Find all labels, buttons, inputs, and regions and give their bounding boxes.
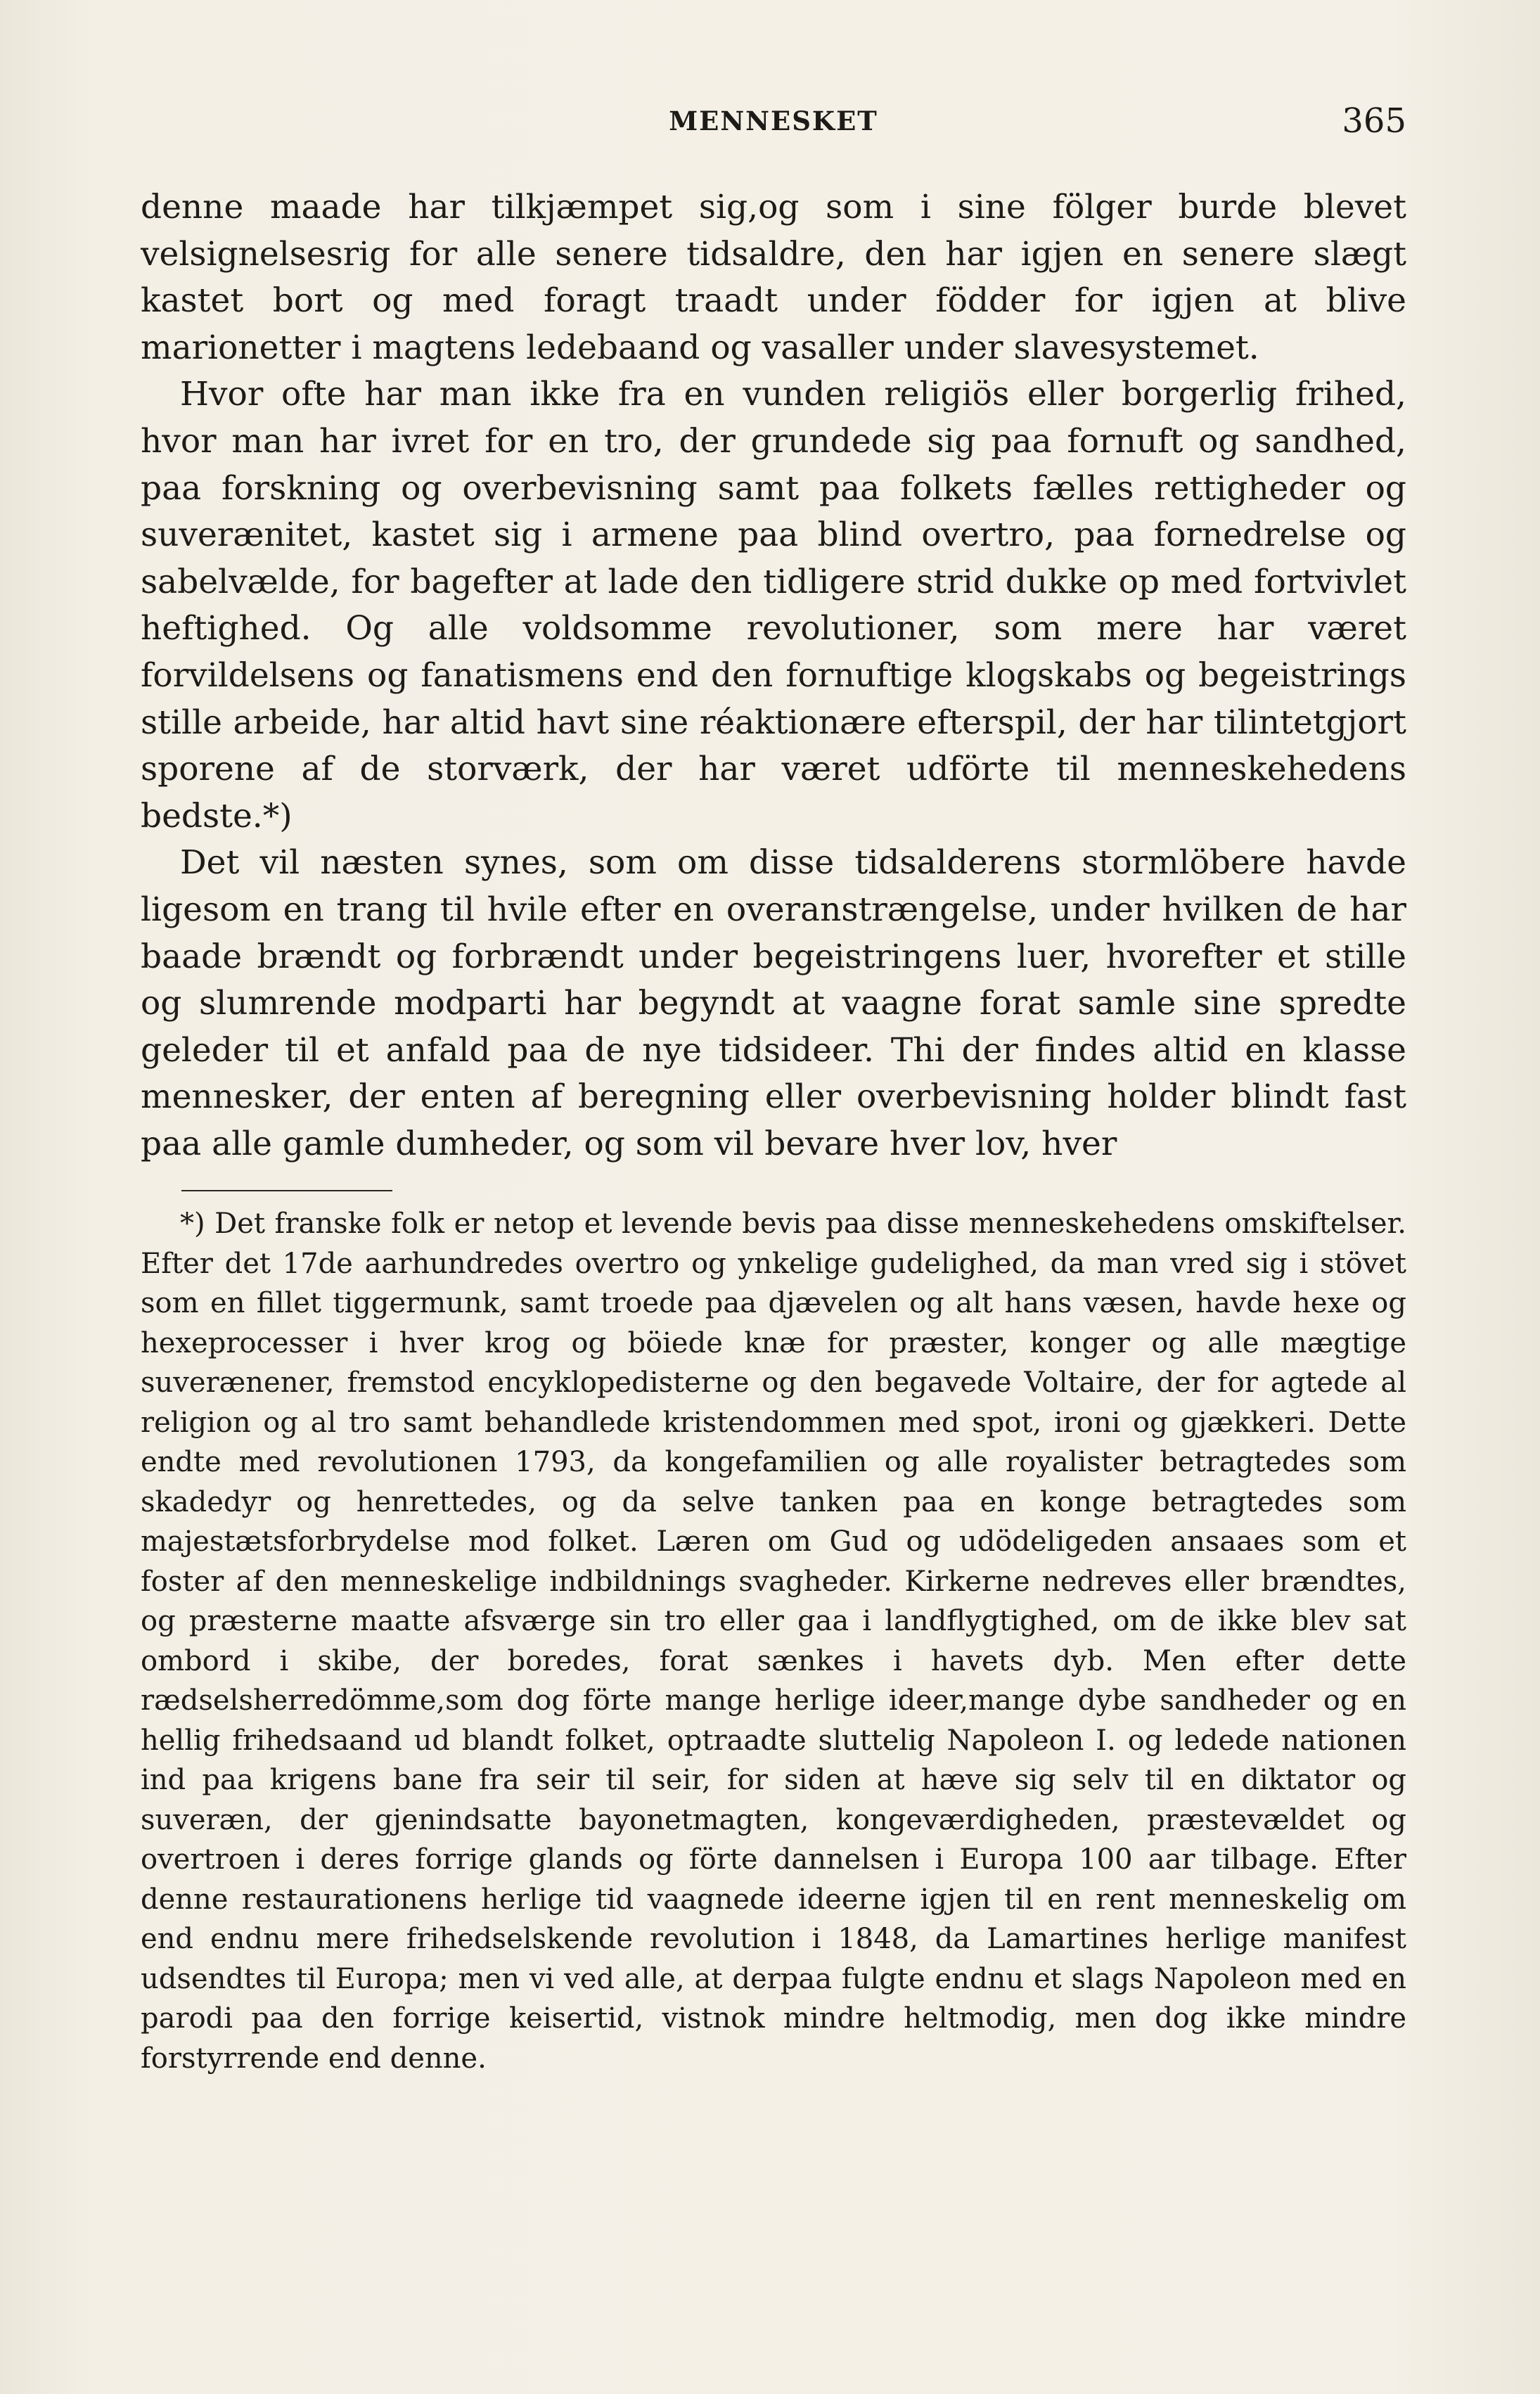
footnote-text: *) Det franske folk er netop et levende bevis paa disse menneskehedens omskiftelser. Efter det 17de aarhundredes overtro og ynkelige gudelighed, da man vred sig i stövet som en fillet tiggermunk, samt troede paa djævelen og alt hans væsen, havde hexe og hexeprocesser i hver krog og böiede knæ for præster, konger og alle mægtige suverænener, fremstod encyklopedisterne og den begavede Voltaire, der for agtede al religion og al tro samt behandlede kristendommen med spot, ironi og gjækkeri. Dette endte med revolutionen 1793, da kongefamilien og alle royalister betragtedes som skadedyr og henrettedes, og da selve tanken paa en konge betragtedes som majestætsforbrydelse mod folket. Læren om Gud og udödeligeden ansaaes som et foster af den menneskelige indbildnings svagheder. Kirkerne nedreves eller brændtes, og præsterne maatte afsværge sin tro eller gaa i landflygtighed, om de ikke blev sat ombord i skibe, der boredes, forat sænkes i havets dyb. Men efter dette rædselsherredömme,som dog förte mange herlige ideer,mange dybe sandheder og en hellig frihedsaand ud blandt folket, optraadte sluttelig Napoleon I. og ledede nationen ind paa krigens bane fra seir til seir, for siden at hæve sig selv til en diktator og suveræn, der gjenindsatte bayonetmagten, kongeværdigheden, præstevældet og overtroen i deres forrige glands og förte dannelsen i Europa 100 aar tilbage. Efter denne restaurationens herlige tid vaagnede ideerne igjen til en rent menneskelig om end endnu mere frihedselskende revolution i 1848, da Lamartines herlige manifest udsendtes til Europa; men vi ved alle, at derpaa fulgte endnu et slags Napoleon med en parodi paa den forrige keisertid, vistnok mindre heltmodig, men dog ikke mindre forstyrrende end denne. [141,1208,1406,2075]
page-header [141,101,1406,148]
paragraph: denne maade har tilkjæmpet sig,og som i sine fölger burde blevet velsignelsesrig for alle senere tidsaldre, den har igjen en senere slægt kastet bort og med foragt traadt under födder for igjen at blive marionetter i magtens ledebaand og vasaller under slavesystemet. [141,188,1406,367]
footnote [141,1204,1406,2078]
main-text [141,184,1406,1167]
paragraph: Hvor ofte har man ikke fra en vunden religiös eller borgerlig frihed, hvor man har ivret for en tro, der grundede sig paa fornuft og sandhed, paa forskning og overbevisning samt paa folkets fælles rettigheder og suverænitet, kastet sig i armene paa blind overtro, paa fornedrelse og sabelvælde, for bagefter at lade den tidligere strid dukke op med fortvivlet heftighed. Og alle voldsomme revolutioner, som mere har været forvildelsens og fanatismens end den fornuftige klogskabs og begeistrings stille arbeide, har altid havt sine réaktionære efterspil, der har tilintetgjort sporene af de storværk, der har været udförte til menneskehedens bedste.*) [141,375,1406,836]
footnote-separator [181,1190,392,1191]
paragraph: Det vil næsten synes, som om disse tidsalderens stormlöbere havde ligesom en trang til hvile efter en overanstrængelse, under hvilken de har baade brændt og forbrændt under begeistringens luer, hvorefter et stille og slumrende modparti har begyndt at vaagne forat samle sine spredte geleder til et anfald paa de nye tidsideer. Thi der findes altid en klasse mennesker, der enten af beregning eller overbevisning holder blindt fast paa alle gamle dumheder, og som vil bevare hver lov, hver [141,843,1406,1163]
page-number: 365 [1342,101,1406,141]
running-head: MENNESKET [669,105,878,136]
